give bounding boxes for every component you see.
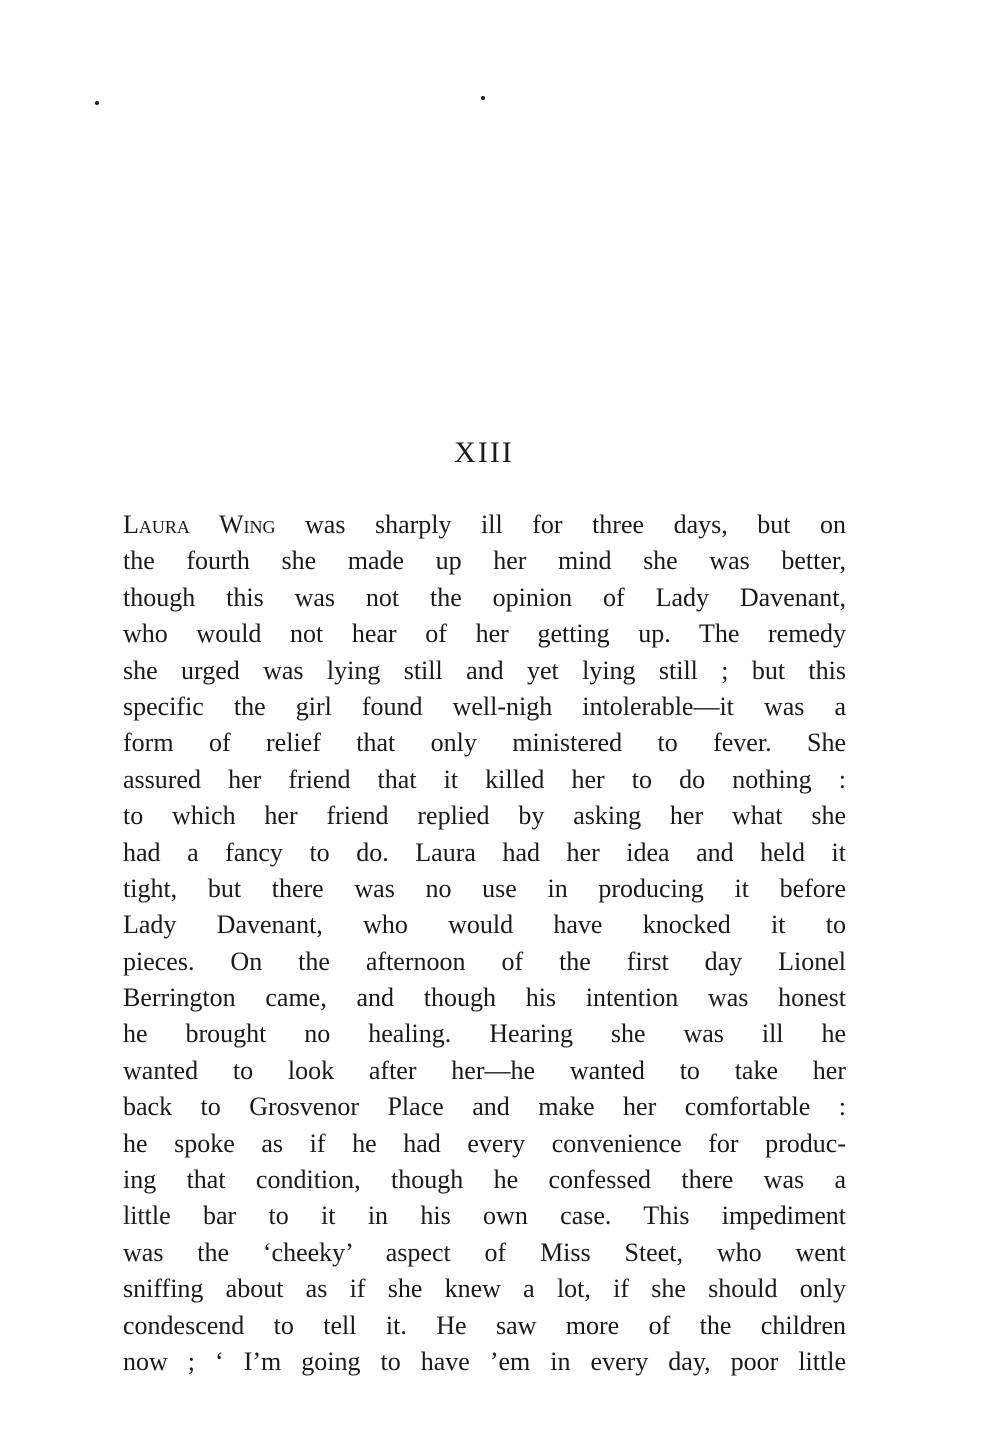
- text-line: who would not hear of her getting up. The remedy: [123, 619, 846, 649]
- body-text: [123, 507, 846, 1380]
- text-line: sniffing about as if she knew a lot, if she should only: [123, 1274, 846, 1304]
- text-line: was the ‘cheeky’ aspect of Miss Steet, who went: [123, 1237, 846, 1267]
- text-line: form of relief that only ministered to fever. She: [123, 728, 846, 758]
- text-line: condescend to tell it. He saw more of the children: [123, 1310, 846, 1340]
- print-speck: [95, 101, 99, 105]
- chapter-heading: XIII: [454, 436, 514, 469]
- text-line: Laura Wing was sharply ill for three days, but on: [123, 510, 846, 539]
- text-line: pieces. On the afternoon of the first day Lionel: [123, 946, 846, 976]
- text-line: the fourth she made up her mind she was better,: [123, 546, 846, 576]
- text-line: back to Grosvenor Place and make her comfortable :: [123, 1092, 846, 1122]
- text-line: he brought no healing. Hearing she was ill he: [123, 1019, 846, 1049]
- opening-words: Laura Wing: [123, 510, 276, 539]
- text-line: had a fancy to do. Laura had her idea and held it: [123, 837, 846, 867]
- text-line: assured her friend that it killed her to do nothing :: [123, 764, 846, 794]
- text-line: he spoke as if he had every convenience for produc-: [123, 1128, 846, 1158]
- text-line: wanted to look after her—he wanted to take her: [123, 1055, 846, 1085]
- text-line: Lady Davenant, who would have knocked it to: [123, 910, 846, 940]
- print-speck: [481, 96, 485, 100]
- text-line: she urged was lying still and yet lying still ; but this: [123, 655, 846, 685]
- text-line: though this was not the opinion of Lady Davenant,: [123, 582, 846, 612]
- text-line: little bar to it in his own case. This impediment: [123, 1201, 846, 1231]
- text-line: now ; ‘ I’m going to have ’em in every day, poor little: [123, 1346, 846, 1376]
- text-line: tight, but there was no use in producing it before: [123, 873, 846, 903]
- text-line: to which her friend replied by asking her what she: [123, 801, 846, 831]
- text-line: specific the girl found well-nigh intolerable—it was a: [123, 691, 846, 721]
- text-line: Berrington came, and though his intention was honest: [123, 983, 846, 1013]
- text-line: ing that condition, though he confessed there was a: [123, 1165, 846, 1195]
